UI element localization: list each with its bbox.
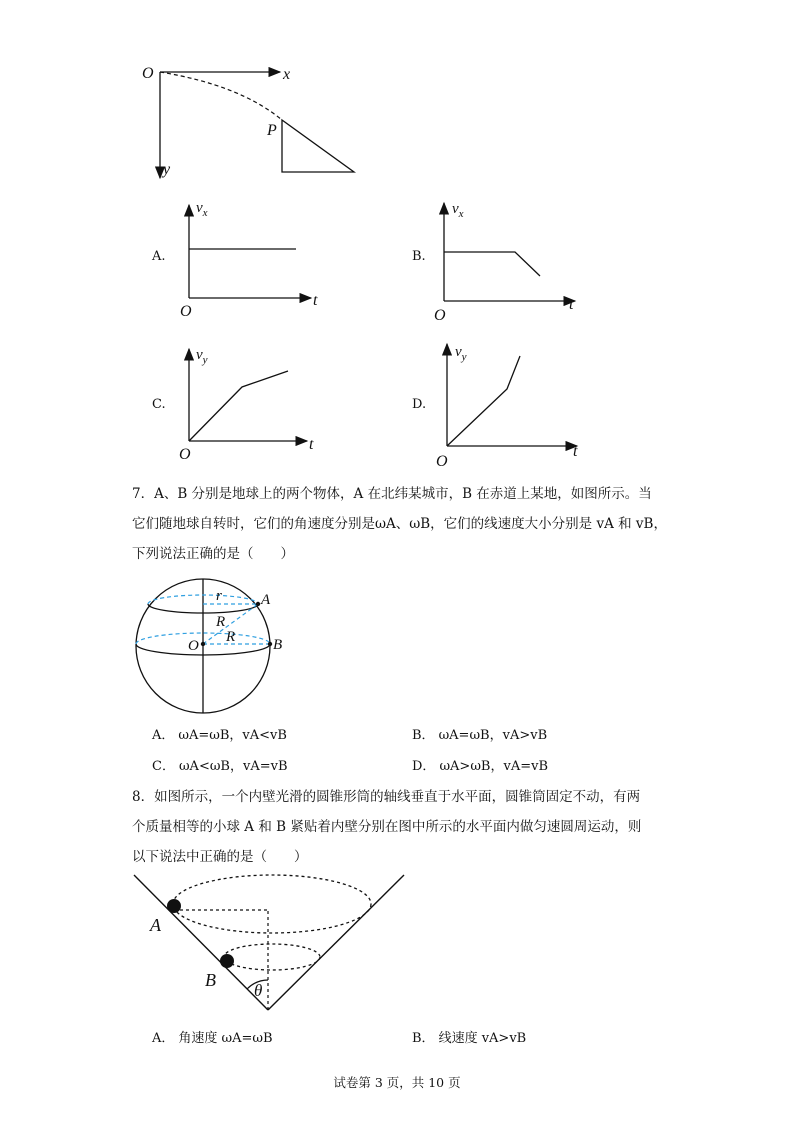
q6-option-b-label: B.: [412, 249, 426, 264]
vy-axis-label: v: [196, 347, 203, 363]
q7-stem-line-2: 它们随地球自转时，它们的角速度分别是ωA、ωB，它们的线速度大小分别是 vA 和 vB，: [132, 516, 667, 532]
origin-label: O: [436, 453, 448, 469]
origin-label: O: [179, 446, 191, 463]
theta-label: θ: [254, 981, 263, 1000]
q6-option-d-label: D.: [412, 397, 427, 412]
point-b-label: B: [273, 637, 283, 653]
vy-axis-label: v: [455, 344, 462, 360]
q8-stem-line-3: 以下说法中正确的是（ ）: [132, 849, 308, 865]
origin-label: O: [142, 65, 154, 82]
q6-option-c-graph: [176, 341, 326, 466]
t-axis-label: t: [309, 436, 314, 453]
t-axis-label: t: [569, 296, 574, 313]
big-r-label-2: R: [226, 629, 236, 645]
ball-b: [220, 954, 234, 968]
q6-option-a-graph: [176, 193, 326, 318]
q8-stem-line-1: 8．如图所示，一个内壁光滑的圆锥形筒的轴线垂直于水平面，圆锥筒固定不动，有两: [132, 789, 641, 805]
svg-text:vy: $v_y$: [196, 347, 208, 366]
q8-option-a[interactable]: A． 角速度 ωA=ωB: [152, 1031, 273, 1046]
y-axis-label: y: [163, 161, 171, 178]
origin-label: O: [434, 307, 446, 323]
vx-axis-label: v: [452, 201, 459, 217]
t-axis-label: t: [573, 443, 578, 460]
t-axis-label: t: [313, 292, 318, 309]
trajectory-figure: [130, 55, 370, 185]
q6-option-b-graph: [430, 193, 590, 323]
origin-label: O: [188, 638, 199, 654]
ball-a: [167, 899, 181, 913]
q7-option-c[interactable]: C． ωA<ωB，vA=vB: [152, 759, 288, 774]
x-axis-label: x: [283, 66, 291, 83]
svg-text:vx: $v_x$: [196, 200, 208, 219]
earth-figure: [130, 572, 300, 722]
page-footer: 试卷第 3 页，共 10 页: [333, 1075, 461, 1090]
q7-option-b[interactable]: B． ωA=ωB，vA>vB: [412, 728, 548, 743]
q7-option-a[interactable]: A． ωA=ωB，vA<vB: [152, 728, 287, 743]
svg-text:vy: $v_y$: [455, 344, 467, 363]
r-label: r: [216, 588, 222, 604]
svg-text:vx: $v_x$: [452, 201, 464, 220]
q6-option-d-graph: [430, 339, 590, 469]
q7-stem-line-1: 7．A、B 分别是地球上的两个物体，A 在北纬某城市，B 在赤道上某地，如图所示。当: [132, 486, 652, 502]
q8-stem-line-2: 个质量相等的小球 A 和 B 紧贴着内壁分别在图中所示的水平面内做匀速圆周运动，则: [132, 819, 642, 835]
q6-option-a-label: A.: [152, 249, 166, 264]
q8-option-b[interactable]: B． 线速度 vA>vB: [412, 1031, 527, 1046]
ball-b-label: B: [205, 970, 216, 990]
ball-a-label: A: [150, 915, 161, 935]
big-r-label-1: R: [216, 614, 226, 630]
vx-axis-label: v: [196, 200, 203, 216]
point-a-label: A: [261, 592, 271, 608]
origin-label: O: [180, 303, 192, 318]
q7-option-d[interactable]: D． ωA>ωB，vA=vB: [412, 759, 548, 774]
q7-stem-line-3: 下列说法正确的是（ ）: [132, 546, 294, 562]
cone-figure: [125, 868, 415, 1018]
q6-option-c-label: C.: [152, 397, 166, 412]
point-p-label: P: [267, 122, 277, 139]
